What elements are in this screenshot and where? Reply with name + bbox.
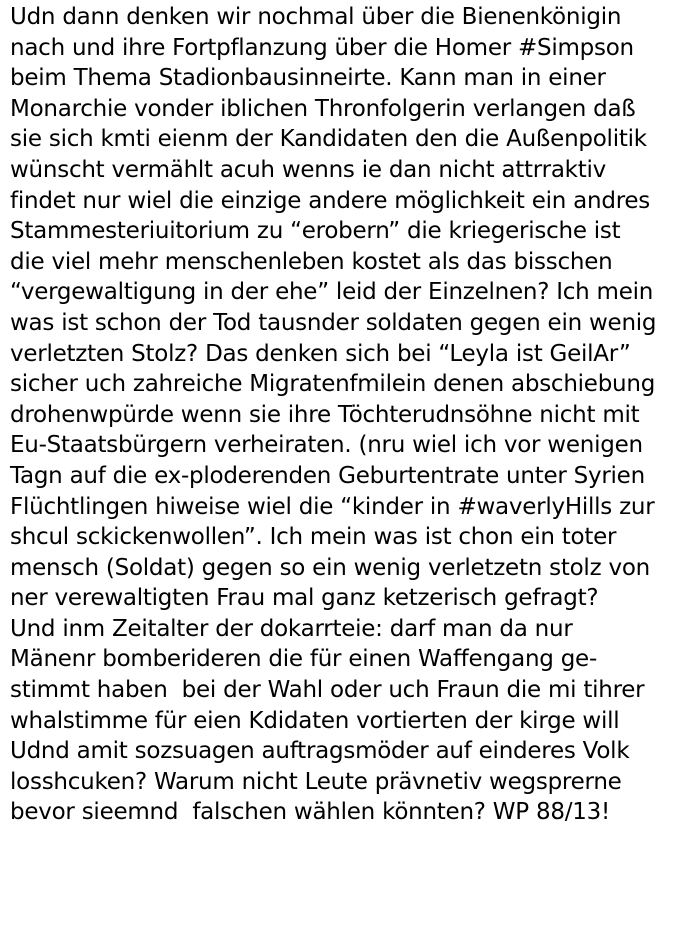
text-line: Flüchtlingen hiweise wiel die “kinder in #waverlyHills zur <box>10 493 655 520</box>
text-line: findet nur wiel die einzige andere möglichkeit ein andres <box>10 187 651 214</box>
text-line: verletzten Stolz? Das denken sich bei “Leyla ist GeilAr” <box>10 340 631 367</box>
text-line: losshcuken? Warum nicht Leute prävnetiv wegsprerne <box>10 768 622 795</box>
text-line: bevor sieemnd falschen wählen könnten? WP 88/13! <box>10 799 610 826</box>
text-line: was ist schon der Tod tausnder soldaten gegen ein wenig <box>10 309 657 336</box>
text-line: Tagn auf die ex-ploderenden Geburtentrate unter Syrien <box>10 462 645 489</box>
text-line: whalstimme für eien Kdidaten vortierten der kirge will <box>10 707 620 734</box>
text-line: Stammesteriuitorium zu “erobern” die kriegerische ist <box>10 218 621 245</box>
text-line: Monarchie vonder iblichen Thronfolgerin verlangen daß <box>10 95 636 122</box>
text-line: die viel mehr menschenleben kostet als das bisschen <box>10 248 613 275</box>
text-line: Udn dann denken wir nochmal über die Bienenkönigin <box>10 4 622 30</box>
text-line: nach und ihre Fortpflanzung über die Homer #Simpson <box>10 34 634 61</box>
text-line: mensch (Soldat) gegen so ein wenig verletzetn stolz von <box>10 554 650 581</box>
text-line: shcul sckickenwollen”. Ich mein was ist chon ein toter <box>10 524 617 551</box>
text-line: Mänenr bomberideren die für einen Waffengang ge- <box>10 646 597 673</box>
text-line: “vergewaltigung in der ehe” leid der Einzelnen? Ich mein <box>10 279 654 306</box>
text-line: Und inm Zeitalter der dokarrteie: darf man da nur <box>10 615 573 642</box>
document-text <box>10 2 682 828</box>
text-line: drohenwpürde wenn sie ihre Töchterudnsöhne nicht mit <box>10 401 640 428</box>
text-line: sie sich kmti eienm der Kandidaten den die Außenpolitik <box>10 126 647 153</box>
text-line: ner verewaltigten Frau mal ganz ketzerisch gefragt? <box>10 585 599 612</box>
text-line: sicher uch zahreiche Migratenfmilein denen abschiebung <box>10 371 656 398</box>
text-line: Eu-Staatsbürgern verheiraten. (nru wiel ich vor wenigen <box>10 432 643 459</box>
text-line: wünscht vermählt acuh wenns ie dan nicht attrraktiv <box>10 156 606 183</box>
text-line: stimmt haben bei der Wahl oder uch Fraun die mi tihrer <box>10 677 645 704</box>
text-line: beim Thema Stadionbausinneirte. Kann man in einer <box>10 65 606 92</box>
text-line: Udnd amit sozsuagen auftragsmöder auf einderes Volk <box>10 738 630 765</box>
